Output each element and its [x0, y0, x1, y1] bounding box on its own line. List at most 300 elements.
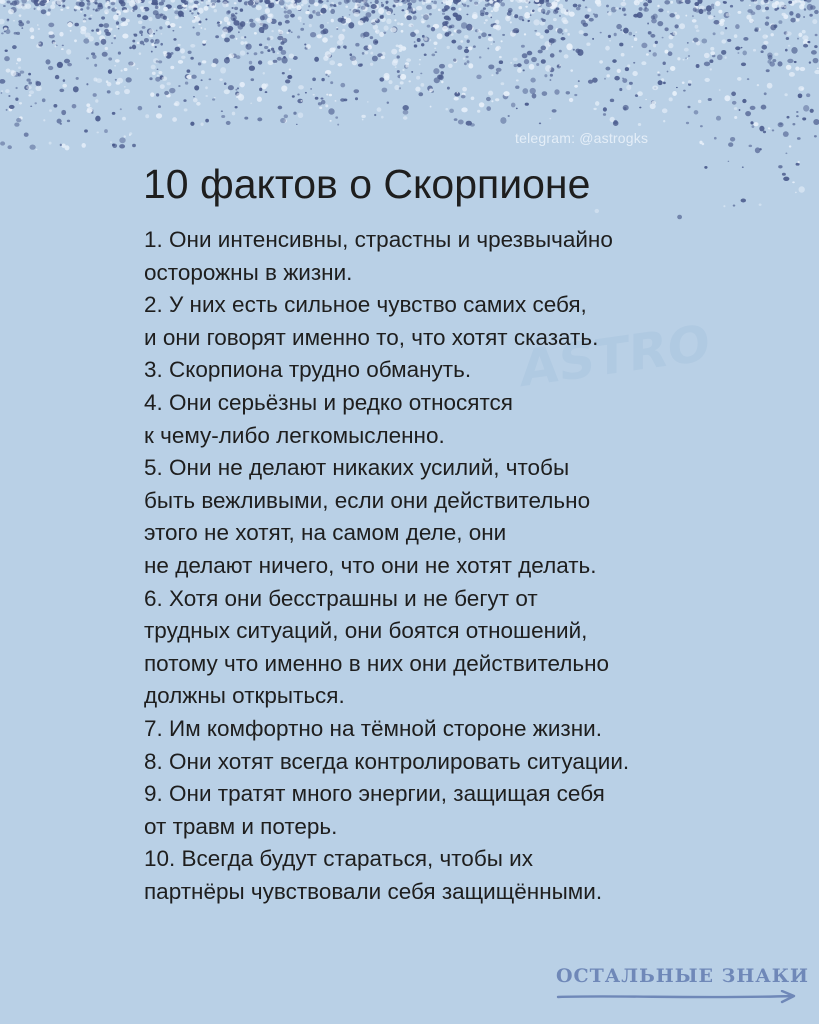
glitter-dot — [14, 122, 19, 126]
glitter-dot — [817, 68, 819, 69]
glitter-dot — [80, 8, 83, 10]
glitter-dot — [557, 28, 563, 34]
glitter-dot — [205, 95, 208, 97]
glitter-dot — [142, 15, 148, 20]
glitter-dot — [335, 100, 337, 102]
glitter-dot — [536, 63, 539, 66]
glitter-dot — [375, 0, 379, 4]
glitter-dot — [485, 19, 488, 21]
glitter-dot — [577, 49, 583, 56]
glitter-dot — [490, 43, 492, 44]
glitter-dot — [124, 135, 126, 138]
glitter-dot — [38, 42, 41, 44]
glitter-dot — [795, 67, 799, 71]
glitter-dot — [10, 3, 12, 5]
glitter-dot — [541, 46, 547, 51]
glitter-dot — [386, 11, 391, 15]
glitter-dot — [265, 8, 270, 14]
glitter-dot — [233, 18, 236, 21]
glitter-dot — [30, 106, 32, 107]
glitter-dot — [172, 30, 174, 32]
glitter-dot — [619, 43, 623, 47]
glitter-dot — [257, 117, 262, 121]
arrow-right-icon[interactable] — [556, 990, 802, 1004]
glitter-dot — [604, 78, 606, 80]
glitter-dot — [179, 26, 182, 28]
glitter-dot — [720, 31, 724, 35]
glitter-dot — [669, 13, 675, 17]
glitter-dot — [57, 62, 63, 68]
glitter-dot — [129, 46, 132, 49]
glitter-dot — [742, 99, 746, 103]
glitter-dot — [610, 99, 614, 103]
glitter-dot — [371, 10, 375, 14]
glitter-dot — [719, 89, 721, 91]
glitter-dot — [704, 78, 709, 82]
glitter-dot — [599, 60, 603, 63]
glitter-dot — [622, 78, 627, 83]
glitter-dot — [126, 77, 132, 82]
glitter-dot — [80, 29, 86, 34]
glitter-dot — [668, 51, 673, 56]
glitter-dot — [564, 54, 569, 58]
glitter-dot — [238, 31, 240, 33]
glitter-dot — [570, 69, 573, 71]
glitter-dot — [361, 115, 365, 118]
glitter-dot — [437, 33, 443, 39]
glitter-dot — [263, 24, 269, 30]
glitter-dot — [734, 34, 738, 38]
glitter-dot — [300, 28, 304, 31]
glitter-dot — [592, 38, 594, 40]
glitter-dot — [361, 6, 366, 10]
glitter-dot — [349, 14, 351, 15]
glitter-dot — [658, 74, 661, 76]
glitter-dot — [265, 91, 268, 93]
glitter-dot — [457, 92, 459, 94]
glitter-dot — [37, 7, 41, 11]
other-signs-link[interactable]: ОСТАЛЬНЫЕ ЗНАКИ — [556, 965, 810, 987]
glitter-dot — [30, 37, 33, 39]
glitter-dot — [663, 120, 665, 123]
glitter-dot — [750, 106, 756, 110]
glitter-dot — [543, 12, 546, 15]
glitter-dot — [298, 85, 304, 89]
glitter-dot — [159, 26, 162, 29]
glitter-dot — [605, 67, 610, 71]
glitter-dot — [119, 137, 125, 143]
glitter-dot — [578, 4, 581, 7]
glitter-dot — [403, 105, 409, 110]
glitter-dot — [37, 24, 39, 26]
glitter-dot — [466, 24, 472, 31]
glitter-dot — [672, 91, 677, 96]
glitter-dot — [726, 13, 731, 16]
glitter-dot — [783, 131, 789, 137]
glitter-dot — [306, 44, 311, 49]
glitter-dot — [683, 90, 686, 92]
glitter-dot — [741, 47, 743, 48]
glitter-dot — [151, 51, 153, 53]
glitter-dot — [288, 29, 291, 32]
glitter-dot — [264, 46, 268, 49]
glitter-dot — [265, 5, 267, 7]
glitter-dot — [278, 46, 283, 51]
glitter-dot — [7, 1, 11, 4]
glitter-dot — [479, 56, 482, 58]
glitter-dot — [433, 68, 439, 74]
glitter-dot — [86, 6, 89, 9]
glitter-dot — [741, 199, 746, 203]
glitter-dot — [523, 69, 525, 71]
glitter-dot — [198, 23, 201, 25]
glitter-dot — [476, 4, 478, 5]
glitter-dot — [247, 52, 249, 54]
glitter-dot — [641, 43, 647, 48]
glitter-dot — [405, 64, 408, 67]
fact-line: должны открыться. — [144, 683, 345, 709]
glitter-dot — [303, 23, 305, 25]
glitter-dot — [164, 7, 168, 11]
fact-line: 10. Всегда будут стараться, чтобы их — [144, 846, 533, 872]
glitter-dot — [201, 1, 204, 4]
glitter-dot — [162, 76, 168, 81]
glitter-dot — [0, 79, 5, 84]
glitter-dot — [151, 65, 156, 70]
glitter-dot — [559, 64, 561, 66]
glitter-dot — [429, 88, 433, 92]
glitter-dot — [623, 28, 629, 34]
glitter-dot — [750, 11, 755, 15]
glitter-dot — [1, 90, 3, 91]
glitter-dot — [21, 0, 27, 3]
glitter-dot — [217, 0, 221, 3]
glitter-dot — [462, 87, 467, 92]
glitter-dot — [810, 5, 816, 9]
fact-line: не делают ничего, что они не хотят делать. — [144, 552, 597, 578]
glitter-dot — [721, 50, 726, 55]
glitter-dot — [778, 1, 784, 7]
glitter-dot — [797, 161, 799, 163]
glitter-dot — [372, 22, 375, 25]
glitter-dot — [541, 18, 544, 21]
glitter-dot — [309, 14, 314, 19]
glitter-dot — [18, 20, 22, 23]
glitter-dot — [6, 69, 11, 73]
glitter-dot — [664, 0, 670, 4]
glitter-dot — [250, 103, 252, 104]
glitter-dot — [362, 119, 364, 121]
glitter-dot — [788, 1, 792, 4]
glitter-dot — [74, 23, 78, 27]
glitter-dot — [641, 61, 646, 65]
glitter-dot — [657, 21, 663, 26]
glitter-dot — [708, 98, 712, 101]
glitter-dot — [122, 34, 128, 39]
glitter-dot — [704, 62, 710, 67]
glitter-dot — [249, 66, 255, 71]
glitter-dot — [286, 32, 289, 34]
glitter-dot — [478, 2, 480, 4]
glitter-dot — [161, 14, 166, 19]
glitter-dot — [524, 59, 529, 64]
glitter-dot — [561, 37, 566, 40]
glitter-dot — [802, 30, 806, 34]
glitter-dot — [588, 80, 593, 84]
glitter-dot — [728, 142, 733, 147]
glitter-dot — [491, 10, 494, 12]
glitter-dot — [623, 105, 629, 111]
glitter-dot — [770, 33, 773, 36]
glitter-dot — [545, 65, 551, 72]
glitter-dot — [390, 27, 396, 32]
glitter-dot — [324, 5, 326, 7]
glitter-dot — [385, 1, 388, 4]
glitter-dot — [614, 33, 617, 36]
fact-line: осторожны в жизни. — [144, 259, 353, 285]
glitter-dot — [337, 124, 339, 126]
glitter-dot — [530, 14, 532, 16]
glitter-dot — [778, 165, 782, 168]
glitter-dot — [36, 149, 38, 151]
glitter-dot — [714, 137, 717, 140]
glitter-dot — [707, 11, 711, 15]
glitter-dot — [265, 83, 268, 86]
glitter-dot — [7, 145, 11, 149]
glitter-dot — [692, 41, 694, 43]
glitter-dot — [576, 7, 580, 10]
glitter-dot — [194, 16, 200, 21]
glitter-dot — [59, 89, 64, 93]
glitter-dot — [149, 17, 153, 21]
glitter-dot — [463, 57, 465, 60]
glitter-dot — [643, 8, 649, 12]
glitter-dot — [710, 51, 715, 55]
glitter-dot — [433, 42, 437, 46]
glitter-dot — [365, 3, 369, 7]
glitter-dot — [57, 119, 62, 124]
glitter-dot — [48, 31, 53, 35]
glitter-dot — [414, 44, 418, 47]
glitter-dot — [763, 131, 766, 134]
glitter-dot — [750, 121, 753, 124]
glitter-dot — [626, 85, 631, 90]
glitter-dot — [108, 69, 112, 74]
glitter-dot — [447, 87, 450, 90]
glitter-dot — [629, 82, 633, 85]
glitter-dot — [799, 186, 805, 193]
glitter-dot — [183, 99, 186, 102]
glitter-dot — [510, 62, 512, 64]
glitter-dot — [619, 8, 621, 10]
glitter-dot — [228, 26, 234, 31]
glitter-dot — [329, 48, 335, 53]
glitter-dot — [574, 94, 577, 96]
glitter-dot — [266, 44, 268, 46]
glitter-dot — [548, 43, 551, 46]
glitter-dot — [191, 75, 197, 79]
glitter-dot — [643, 2, 648, 6]
glitter-dot — [268, 60, 274, 65]
glitter-dot — [362, 52, 365, 55]
glitter-dot — [279, 30, 284, 34]
glitter-dot — [451, 33, 454, 35]
glitter-dot — [1, 92, 3, 93]
glitter-dot — [500, 117, 506, 124]
glitter-dot — [759, 148, 761, 150]
glitter-dot — [400, 81, 404, 84]
glitter-dot — [542, 91, 548, 96]
glitter-dot — [742, 166, 744, 168]
glitter-dot — [645, 99, 647, 100]
glitter-dot — [165, 21, 170, 26]
glitter-dot — [552, 1, 558, 6]
fact-line: быть вежливыми, если они действительно — [144, 487, 591, 513]
glitter-dot — [670, 66, 675, 71]
glitter-dot — [487, 47, 489, 49]
glitter-dot — [248, 0, 254, 5]
glitter-dot — [541, 59, 546, 64]
glitter-dot — [96, 131, 99, 133]
glitter-dot — [486, 106, 491, 111]
glitter-dot — [312, 77, 316, 81]
glitter-dot — [312, 10, 315, 14]
glitter-dot — [46, 12, 50, 16]
glitter-dot — [99, 24, 104, 28]
glitter-dot — [431, 54, 435, 57]
glitter-dot — [26, 86, 32, 90]
glitter-dot — [801, 88, 803, 90]
glitter-dot — [330, 4, 333, 7]
glitter-dot — [420, 73, 422, 75]
glitter-dot — [784, 93, 787, 96]
glitter-dot — [194, 85, 199, 90]
glitter-dot — [329, 94, 332, 97]
glitter-dot — [603, 107, 607, 111]
glitter-dot — [132, 144, 136, 147]
glitter-dot — [768, 55, 773, 60]
glitter-dot — [160, 33, 162, 34]
glitter-dot — [158, 60, 162, 63]
glitter-dot — [407, 2, 412, 5]
glitter-dot — [113, 14, 119, 20]
glitter-dot — [445, 32, 450, 36]
glitter-dot — [401, 46, 407, 51]
glitter-dot — [742, 50, 747, 55]
glitter-dot — [62, 5, 65, 8]
glitter-dot — [573, 49, 575, 51]
glitter-dot — [627, 64, 630, 67]
glitter-dot — [440, 71, 444, 75]
glitter-dot — [66, 6, 69, 9]
glitter-dot — [408, 23, 413, 27]
glitter-dot — [309, 0, 315, 4]
glitter-dot — [203, 6, 208, 11]
glitter-dot — [19, 15, 21, 17]
glitter-dot — [479, 0, 483, 2]
glitter-dot — [517, 68, 522, 73]
glitter-dot — [227, 10, 230, 13]
fact-line: 4. Они серьёзны и редко относятся — [144, 389, 513, 415]
glitter-dot — [789, 72, 795, 77]
glitter-dot — [251, 78, 255, 81]
glitter-dot — [721, 39, 726, 43]
glitter-dot — [139, 30, 143, 34]
glitter-dot — [355, 2, 360, 7]
glitter-dot — [458, 8, 461, 11]
glitter-dot — [4, 27, 8, 30]
glitter-dot — [555, 10, 558, 13]
fact-line: 2. У них есть сильное чувство самих себя, — [144, 292, 587, 318]
glitter-dot — [789, 145, 792, 147]
glitter-dot — [408, 80, 410, 82]
glitter-dot — [468, 46, 472, 50]
glitter-dot — [361, 37, 363, 39]
glitter-dot — [559, 15, 561, 17]
glitter-dot — [419, 64, 421, 66]
glitter-dot — [649, 50, 651, 52]
fact-line: 9. Они тратят много энергии, защищая себя — [144, 781, 605, 807]
glitter-dot — [485, 0, 490, 2]
glitter-dot — [53, 104, 57, 108]
fact-line: 1. Они интенсивны, страстны и чрезвычайно — [144, 227, 613, 252]
glitter-dot — [448, 64, 453, 68]
glitter-dot — [759, 126, 764, 132]
glitter-dot — [6, 19, 9, 22]
glitter-dot — [693, 7, 697, 11]
glitter-dot — [259, 43, 262, 46]
glitter-dot — [737, 52, 739, 54]
glitter-dot — [530, 78, 535, 83]
glitter-dot — [236, 96, 238, 98]
glitter-dot — [215, 35, 219, 38]
glitter-dot — [88, 18, 91, 20]
glitter-dot — [677, 215, 682, 220]
glitter-dot — [67, 22, 72, 27]
glitter-dot — [464, 35, 469, 39]
glitter-dot — [90, 15, 92, 17]
glitter-dot — [427, 25, 431, 28]
glitter-dot — [158, 71, 162, 74]
glitter-dot — [450, 24, 454, 28]
glitter-dot — [289, 53, 294, 58]
glitter-dot — [547, 25, 553, 31]
glitter-dot — [35, 81, 38, 84]
glitter-dot — [493, 25, 499, 29]
glitter-dot — [321, 78, 324, 81]
glitter-dot — [186, 75, 192, 79]
glitter-dot — [86, 109, 92, 114]
glitter-dot — [603, 113, 606, 116]
glitter-dot — [422, 35, 425, 38]
glitter-dot — [657, 5, 659, 7]
glitter-dot — [677, 57, 680, 60]
glitter-dot — [121, 70, 123, 72]
glitter-dot — [326, 94, 328, 96]
glitter-dot — [760, 50, 763, 53]
glitter-dot — [91, 30, 94, 32]
glitter-dot — [646, 0, 648, 1]
glitter-dot — [652, 85, 658, 90]
glitter-dot — [281, 6, 284, 8]
glitter-dot — [137, 68, 139, 69]
glitter-dot — [766, 16, 770, 19]
glitter-dot — [151, 43, 154, 46]
glitter-dot — [43, 119, 45, 121]
glitter-dot — [198, 62, 201, 65]
glitter-dot — [310, 32, 316, 37]
glitter-dot — [737, 77, 742, 81]
